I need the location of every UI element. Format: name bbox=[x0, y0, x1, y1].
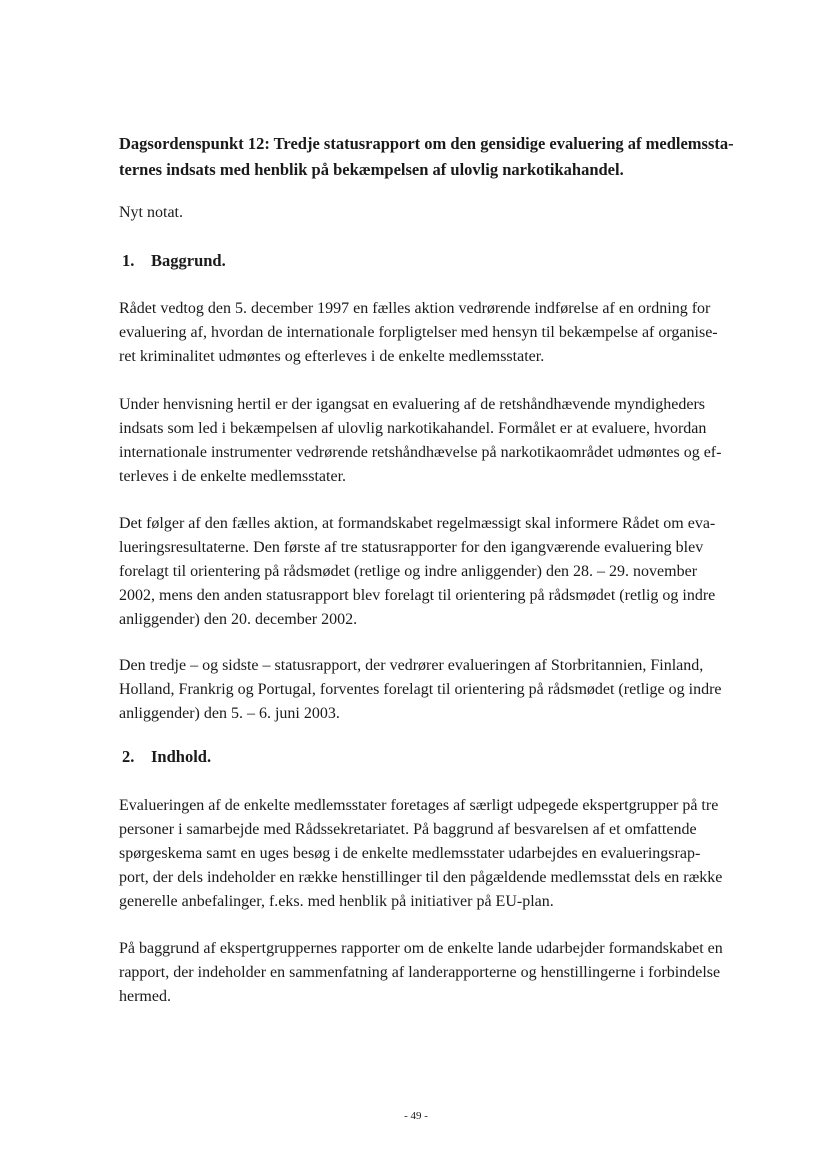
paragraph-background-4 bbox=[119, 654, 759, 726]
text-line: Under henvisning hertil er der igangsat en evaluering af de retshåndhævende myndigheders bbox=[119, 396, 706, 413]
text-line: evaluering af, hvordan de internationale forpligtelser med hensyn til bekæmpelse af organise- bbox=[119, 324, 718, 341]
paragraph-content-2 bbox=[119, 937, 759, 1009]
title-line-1: Dagsordenspunkt 12: Tredje statusrapport om den gensidige evaluering af medlemssta- bbox=[119, 134, 734, 153]
section-number: 2. bbox=[122, 747, 135, 766]
text-line: På baggrund af ekspertgruppernes rapporter om de enkelte lande udarbejder formandskabet en bbox=[119, 940, 723, 957]
text-line: 2002, mens den anden statusrapport blev forelagt til orientering på rådsmødet (retlig og indre bbox=[119, 587, 716, 604]
page-number: - 49 - bbox=[404, 1110, 428, 1122]
text-line: port, der dels indeholder en række henstillinger til den pågældende medlemsstat dels en række bbox=[119, 869, 723, 886]
paragraph-content-1 bbox=[119, 794, 759, 914]
section-heading-content bbox=[122, 745, 211, 769]
text-line: anliggender) den 5. – 6. juni 2003. bbox=[119, 705, 340, 722]
note-text: Nyt notat. bbox=[119, 204, 183, 221]
text-line: terleves i de enkelte medlemsstater. bbox=[119, 468, 347, 485]
section-heading-background bbox=[122, 249, 226, 273]
section-number: 1. bbox=[122, 251, 135, 270]
text-line: indsats som led i bekæmpelsen af ulovlig narkotikahandel. Formålet er at evaluere, hvordan bbox=[119, 420, 707, 437]
text-line: lueringsresultaterne. Den første af tre statusrapporter for den igangværende evaluering blev bbox=[119, 539, 704, 556]
text-line: anliggender) den 20. december 2002. bbox=[119, 611, 358, 628]
text-line: Den tredje – og sidste – statusrapport, der vedrører evalueringen af Storbritannien, Finland, bbox=[119, 657, 704, 674]
document-title bbox=[119, 131, 759, 183]
text-line: Rådet vedtog den 5. december 1997 en fælles aktion vedrørende indførelse af en ordning for bbox=[119, 300, 711, 317]
paragraph-background-3 bbox=[119, 512, 759, 632]
text-line: Holland, Frankrig og Portugal, forventes forelagt til orientering på rådsmødet (retlige og indre bbox=[119, 681, 722, 698]
section-title: Indhold. bbox=[151, 747, 212, 766]
paragraph-background-2 bbox=[119, 393, 759, 489]
text-line: Evalueringen af de enkelte medlemsstater foretages af særligt udpegede ekspertgrupper på tre bbox=[119, 797, 719, 814]
text-line: internationale instrumenter vedrørende retshåndhævelse på narkotikaområdet udmøntes og ef- bbox=[119, 444, 722, 461]
text-line: rapport, der indeholder en sammenfatning af landerapporterne og henstillingerne i forbindelse bbox=[119, 964, 721, 981]
text-line: Det følger af den fælles aktion, at formandskabet regelmæssigt skal informere Rådet om eva- bbox=[119, 515, 716, 532]
text-line: personer i samarbejde med Rådssekretariatet. På baggrund af besvarelsen af et omfattende bbox=[119, 821, 697, 838]
paragraph-background-1 bbox=[119, 297, 759, 369]
text-line: forelagt til orientering på rådsmødet (retlige og indre anliggender) den 28. – 29. november bbox=[119, 563, 698, 580]
text-line: hermed. bbox=[119, 988, 171, 1005]
text-line: spørgeskema samt en uges besøg i de enkelte medlemsstater udarbejdes en evalueringsrap- bbox=[119, 845, 701, 862]
text-line: ret kriminalitet udmøntes og efterleves i de enkelte medlemsstater. bbox=[119, 348, 545, 365]
section-title: Baggrund. bbox=[151, 251, 226, 270]
title-line-2: ternes indsats med henblik på bekæmpelsen af ulovlig narkotikahandel. bbox=[119, 160, 624, 179]
text-line: generelle anbefalinger, f.eks. med henblik på initiativer på EU-plan. bbox=[119, 893, 554, 910]
